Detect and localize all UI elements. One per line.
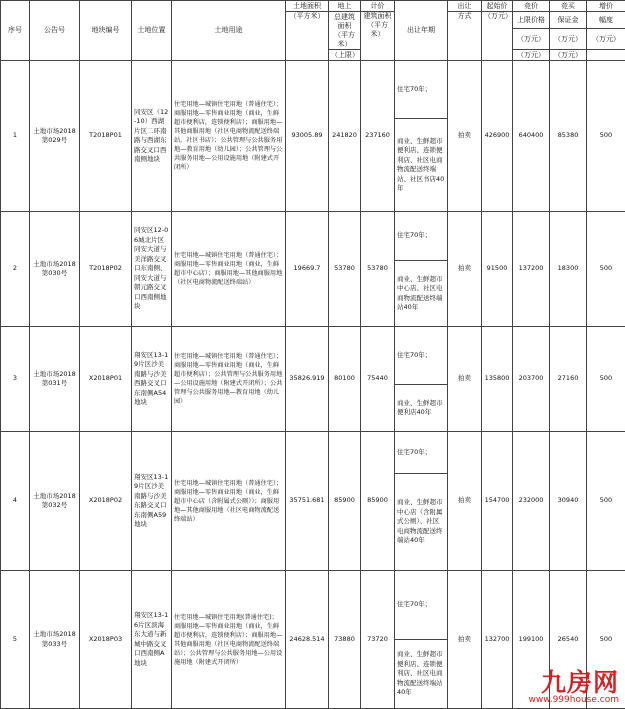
cell-notice: 土地市场2018第029号 (30, 61, 80, 212)
cell-calc-area: 75440 (361, 327, 395, 432)
cell-years-commercial: 商业、生鲜超市中心店、社区电商物流配送终端站40年 (395, 261, 448, 327)
header-deposit-a: 竞买 (550, 1, 587, 12)
header-bid-c: （万元） (513, 29, 550, 50)
header-calc: 计价 (361, 1, 395, 12)
cell-land-area: 93005.89 (286, 61, 329, 212)
header-land-area-unit: （平方米） (286, 12, 329, 61)
cell-deposit: 30940 (550, 432, 587, 571)
header-start-a: 起始价 (482, 1, 513, 12)
cell-plot-no: T2018P01 (80, 61, 132, 212)
header-calc-unit: （平方米） (367, 21, 388, 38)
cell-location: 翔安区13-19片区沙美南路与沙美东路交叉口东南侧A59地块 (132, 432, 172, 571)
cell-cap-price: 199100 (513, 571, 550, 709)
cell-usage: 住宅用地—城镇住宅用地(普通住宅)；商服用地—零售商业用地（商业，生鲜超市便利店，连锁便利店）；商服用地—其他商服用地（社区电商物流配送终端站）；公共管理与公共服务用地—公用设施用地（附建式开闭所） (172, 571, 286, 709)
cell-location: 翔安区13-16片区滨海东大道与新城中路交叉口西南侧A地块 (132, 571, 172, 709)
cell-gfa: 53780 (329, 212, 361, 327)
cell-calc-area: 237160 (361, 61, 395, 212)
header-gfa (329, 12, 361, 50)
header-transfer-b: 方式 (448, 12, 482, 61)
cell-method: 拍卖 (448, 432, 482, 571)
cell-seq: 3 (1, 327, 30, 432)
cell-gfa: 241820 (329, 61, 361, 212)
cell-deposit: 85380 (550, 61, 587, 212)
table-row (1, 571, 625, 640)
cell-start-price: 426900 (482, 61, 513, 212)
cell-increment: 500 (587, 327, 625, 432)
table-row (1, 61, 625, 119)
header-start-b: （万元） (482, 12, 513, 61)
cell-method: 拍卖 (448, 327, 482, 432)
cell-years-residential: 住宅70年； (395, 61, 448, 119)
header-deposit-b: 保证金 (550, 12, 587, 29)
header-notice: 公告号 (30, 1, 80, 61)
cell-seq: 4 (1, 432, 30, 571)
cell-location: 翔安区13-19片区沙美南路与沙美西路交叉口东南侧A54地块 (132, 327, 172, 432)
header-years: 出让年期 (395, 1, 448, 61)
header-above-ground: 地上 (329, 1, 361, 12)
cell-years-residential: 住宅70年； (395, 327, 448, 385)
cell-land-area: 35751.681 (286, 432, 329, 571)
cell-notice: 土地市场2018第030号 (30, 212, 80, 327)
cell-years-residential: 住宅70年； (395, 212, 448, 261)
cell-increment: 500 (587, 571, 625, 709)
cell-years-commercial: 商业、生鲜超市便利店、连锁便利店、社区电商物流配送终端站、社区书店40年 (395, 119, 448, 212)
header-gfa-unit: （平方米） (334, 30, 355, 48)
cell-cap-price: 203700 (513, 327, 550, 432)
cell-method: 拍卖 (448, 571, 482, 709)
cell-gfa: 85900 (329, 432, 361, 571)
header-bid-d: （万元） (513, 50, 550, 61)
cell-start-price: 91500 (482, 212, 513, 327)
cell-years-commercial: 商业、生鲜超市中心店（含附属式公厕）、社区电商物流配送终端站40年 (395, 474, 448, 571)
cell-seq: 5 (1, 571, 30, 709)
header-bid-b: 上限价格 (513, 12, 550, 29)
cell-land-area: 19669.7 (286, 212, 329, 327)
cell-plot-no: X2018P03 (80, 571, 132, 709)
cell-plot-no: X2018P01 (80, 327, 132, 432)
cell-seq: 1 (1, 61, 30, 212)
table-row (1, 327, 625, 385)
cell-years-residential: 住宅70年； (395, 571, 448, 640)
cell-cap-price: 137200 (513, 212, 550, 327)
header-deposit-c: （万元） (550, 29, 587, 50)
cell-deposit: 27160 (550, 327, 587, 432)
cell-years-commercial: 商业、生鲜超市便利店40年 (395, 385, 448, 432)
cell-years-commercial: 商业、生鲜超市便利店、连锁便利店、社区电商物流配送终端站40年 (395, 640, 448, 709)
cell-notice: 土地市场2018第032号 (30, 432, 80, 571)
header-inc-a: 增价 (587, 1, 625, 12)
header-transfer-a: 出让 (448, 1, 482, 12)
cell-increment: 500 (587, 432, 625, 571)
site-watermark (528, 670, 619, 705)
cell-method: 拍卖 (448, 61, 482, 212)
header-usage: 土地用途 (172, 1, 286, 61)
cell-land-area: 35826.919 (286, 327, 329, 432)
cell-method: 拍卖 (448, 212, 482, 327)
header-gfa-upper: （上限） (329, 50, 361, 61)
cell-notice: 土地市场2018第031号 (30, 327, 80, 432)
header-inc-c: （万元） (587, 29, 625, 50)
cell-land-area: 24628.514 (286, 571, 329, 709)
cell-calc-area: 53780 (361, 212, 395, 327)
header-gfa-label: 总建筑面积 (334, 12, 355, 30)
header-calc-label: 建筑面积 (363, 12, 392, 20)
cell-start-price: 154700 (482, 432, 513, 571)
watermark-url: www.999house.com (528, 695, 619, 705)
cell-plot-no: X2018P02 (80, 432, 132, 571)
table-row (1, 212, 625, 261)
cell-usage: 住宅用地—城镇住宅用地（普通住宅）；商服用地—零售商业用地（商业，生鲜超市便利店）；公共管理与公共服务用地—公用设施用地（附建式开闭所）；公共管理与公共服务用地—教育用地（幼儿园） (172, 327, 286, 432)
cell-deposit: 26540 (550, 571, 587, 709)
cell-calc-area: 85900 (361, 432, 395, 571)
cell-deposit: 18300 (550, 212, 587, 327)
cell-usage: 住宅用地—城镇住宅用地（普通住宅）；商服用地—零售商业用地（商业，生鲜超市中心店（含附属式公厕））；商服用地—其他商服用地（社区电商物流配送终端站） (172, 432, 286, 571)
header-empty (587, 50, 625, 61)
header-inc-b: 幅度 (587, 12, 625, 29)
cell-notice: 土地市场2018第033号 (30, 571, 80, 709)
cell-usage: 住宅用地—城镇住宅用地（普通住宅）；商服用地—零售商业用地（商业，生鲜超市中心店）；商服用地—其他商服用地（社区电商物流配送终端站） (172, 212, 286, 327)
cell-start-price: 135800 (482, 327, 513, 432)
cell-increment: 500 (587, 212, 625, 327)
cell-years-residential: 住宅70年； (395, 432, 448, 474)
cell-calc-area: 73720 (361, 571, 395, 709)
cell-plot-no: T2018P02 (80, 212, 132, 327)
cell-gfa: 80100 (329, 327, 361, 432)
header-deposit-d: （万元） (550, 50, 587, 61)
cell-increment: 500 (587, 61, 625, 212)
header-location: 土地位置 (132, 1, 172, 61)
watermark-logo: 九房网 (540, 668, 619, 697)
header-calc-area (361, 12, 395, 61)
header-bid-a: 竞价 (513, 1, 550, 12)
cell-gfa: 73880 (329, 571, 361, 709)
header-seq: 序号 (1, 1, 30, 61)
cell-start-price: 132700 (482, 571, 513, 709)
cell-cap-price: 232000 (513, 432, 550, 571)
cell-cap-price: 640400 (513, 61, 550, 212)
header-land-area: 土地面积 (286, 1, 329, 12)
cell-location: 同安区（12-10）西湖片区二环南路与西湖东路交叉口西南侧地块 (132, 61, 172, 212)
cell-location: 同安区12-06城北片区同安大道与美洋路交叉口东南侧、同安大道与朝元路交叉口西南侧地块 (132, 212, 172, 327)
cell-seq: 2 (1, 212, 30, 327)
table-row (1, 432, 625, 474)
header-plot-no: 地块编号 (80, 1, 132, 61)
cell-usage: 住宅用地—城镇住宅用地（普通住宅）；商服用地—零售商业用地（商业，生鲜超市便利店，连锁便利店）；商服用地—其他商服用地（社区电商物流配送终端站，社区书店）；公共管理与公共服务用地—教育用地（幼儿园）；公共管理与公共服务用地—公用设施用地（附建式开闭所） (172, 61, 286, 212)
